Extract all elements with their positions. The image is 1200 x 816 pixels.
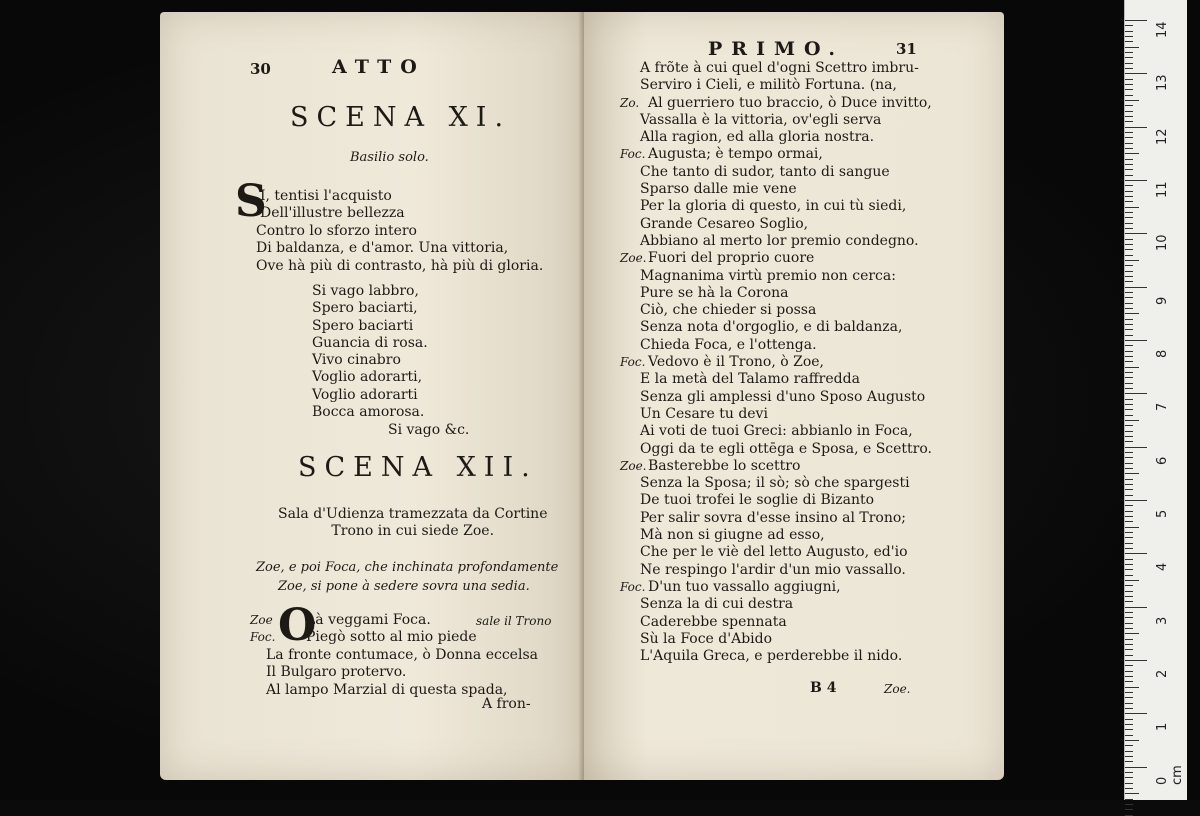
ruler-tick xyxy=(1125,393,1147,394)
verse-line xyxy=(620,371,990,388)
verse-line xyxy=(620,458,990,475)
line-text: D'un tuo vassallo aggiugni, xyxy=(648,578,841,595)
ruler-tick xyxy=(1125,63,1133,64)
verse-line xyxy=(620,112,990,129)
verse-line xyxy=(620,406,990,423)
ruler-tick xyxy=(1125,276,1133,277)
line-text: Augusta; è tempo ormai, xyxy=(648,146,823,163)
right-catchword: Zoe. xyxy=(884,682,911,696)
line-text: Al guerriero tuo braccio, ò Duce invitto, xyxy=(648,94,932,111)
line-text: Basterebbe lo scettro xyxy=(648,457,801,474)
aria-line: Vivo cinabro xyxy=(312,352,401,369)
aria-line: Spero baciarti, xyxy=(312,300,418,317)
line-text: Serviro i Cieli, e militò Fortuna. (na, xyxy=(640,77,897,94)
speaker-label: Foc. xyxy=(620,355,646,370)
ruler-tick xyxy=(1125,809,1133,810)
ruler-tick xyxy=(1125,191,1133,192)
speaker-label: Zoe. xyxy=(620,251,647,266)
scene-xi-dropcap: S xyxy=(235,176,267,227)
right-page xyxy=(584,12,1004,780)
verse-line xyxy=(620,285,990,302)
aria-line: Guancia di rosa. xyxy=(312,334,428,351)
scene-xii-setting xyxy=(278,506,547,541)
ruler-tick xyxy=(1125,729,1133,730)
line-text: Alla ragion, ed alla gloria nostra. xyxy=(640,129,875,146)
ruler-tick xyxy=(1125,633,1139,634)
ruler-tick xyxy=(1125,249,1133,250)
verse-line: Là veggami Foca. xyxy=(306,612,431,628)
scene-xii-speakers xyxy=(250,612,275,646)
right-running-head: PRIMO. xyxy=(708,38,845,60)
line-text: E la metà del Talamo raffredda xyxy=(640,371,860,388)
line-text: Magnanima virtù premio non cerca: xyxy=(640,267,896,284)
scene-xii-lines xyxy=(266,647,538,699)
ruler-label: 9 xyxy=(1155,296,1170,305)
verse-line: Al lampo Marzial di questa spada, xyxy=(266,681,508,698)
ruler-tick xyxy=(1125,169,1133,170)
scene-xii-lines-first xyxy=(306,612,477,647)
scene-xi-direction: Basilio solo. xyxy=(350,150,429,165)
ruler-tick xyxy=(1125,767,1147,768)
ruler-tick xyxy=(1125,31,1133,32)
ruler-tick xyxy=(1125,383,1133,384)
ruler-tick xyxy=(1125,692,1133,693)
ruler-label: 0 cm xyxy=(1155,764,1185,785)
ruler-tick xyxy=(1125,527,1139,528)
verse-line xyxy=(620,423,990,440)
ruler-tick xyxy=(1125,20,1147,21)
ruler-tick xyxy=(1125,713,1147,714)
verse-line xyxy=(620,562,990,579)
ruler-tick xyxy=(1125,532,1133,533)
left-page xyxy=(160,12,584,780)
verse-line xyxy=(620,60,990,77)
ruler-tick xyxy=(1125,612,1133,613)
ruler-tick xyxy=(1125,409,1133,410)
ruler-tick xyxy=(1125,719,1133,720)
ruler-tick xyxy=(1125,329,1133,330)
ruler-tick xyxy=(1125,319,1133,320)
ruler-label: 2 xyxy=(1155,669,1170,678)
ruler-tick xyxy=(1125,297,1133,298)
ruler-label: 10 xyxy=(1155,234,1170,252)
verse-line xyxy=(620,354,990,371)
line-text: Sù la Foce d'Abido xyxy=(640,630,773,647)
verse-line xyxy=(620,250,990,267)
ruler-tick xyxy=(1125,511,1133,512)
ruler-tick xyxy=(1125,79,1133,80)
line-text: L'Aquila Greca, e perderebbe il nido. xyxy=(640,648,903,665)
aria-line: Spero baciarti xyxy=(312,317,414,334)
ruler-tick xyxy=(1125,473,1139,474)
ruler-tick xyxy=(1125,233,1147,234)
ruler-tick xyxy=(1125,745,1133,746)
verse-line xyxy=(620,579,990,596)
verse-line xyxy=(620,233,990,250)
scale-ruler xyxy=(1124,0,1187,800)
ruler-tick xyxy=(1125,601,1133,602)
ruler-tick xyxy=(1125,361,1133,362)
verse-line xyxy=(620,181,990,198)
ruler-tick xyxy=(1125,52,1133,53)
ruler-tick xyxy=(1125,201,1133,202)
ruler-tick xyxy=(1125,132,1133,133)
verse-line xyxy=(620,527,990,544)
ruler-tick xyxy=(1125,591,1133,592)
ruler-tick xyxy=(1125,399,1133,400)
scene-xi-title: SCENA XI. xyxy=(290,102,512,133)
ruler-tick xyxy=(1125,143,1133,144)
ruler-tick xyxy=(1125,596,1133,597)
line-text: Mà non si giugne ad esso, xyxy=(640,527,825,544)
verse-line xyxy=(620,631,990,648)
ruler-tick xyxy=(1125,281,1133,282)
ruler-tick xyxy=(1125,111,1133,112)
ruler-tick xyxy=(1125,324,1133,325)
left-running-head: ATTO xyxy=(332,56,426,78)
aria-line: Si vago labbro, xyxy=(312,283,419,299)
verse-line: Di baldanza, e d'amor. Una vittoria, xyxy=(256,240,509,257)
ruler-tick xyxy=(1125,553,1147,554)
ruler-label: 1 xyxy=(1155,723,1170,732)
ruler-tick xyxy=(1125,313,1139,314)
line-text: De tuoi trofei le soglie di Bizanto xyxy=(640,492,875,509)
verse-line xyxy=(620,475,990,492)
right-page-number: 31 xyxy=(896,40,917,58)
ruler-tick xyxy=(1125,41,1133,42)
verse-line xyxy=(620,146,990,163)
ruler-tick xyxy=(1125,740,1139,741)
ruler-tick xyxy=(1125,196,1133,197)
ruler-tick xyxy=(1125,484,1133,485)
verse-line xyxy=(620,337,990,354)
ruler-tick xyxy=(1125,388,1133,389)
ruler-tick xyxy=(1125,121,1133,122)
verse-line xyxy=(620,302,990,319)
ruler-label: 12 xyxy=(1155,128,1170,145)
ruler-tick xyxy=(1125,100,1139,101)
ruler-tick xyxy=(1125,217,1133,218)
ruler-tick xyxy=(1125,212,1133,213)
verse-line: La fronte contumace, ò Donna eccelsa xyxy=(266,647,538,663)
da-capo: Si vago &c. xyxy=(388,422,470,438)
ruler-tick xyxy=(1125,340,1147,341)
ruler-tick xyxy=(1125,84,1133,85)
ruler-tick xyxy=(1125,185,1133,186)
ruler-tick xyxy=(1125,580,1139,581)
verse-line xyxy=(620,596,990,613)
verse-line xyxy=(620,441,990,458)
ruler-tick xyxy=(1125,644,1133,645)
ruler-tick xyxy=(1125,345,1133,346)
verse-line xyxy=(620,129,990,146)
ruler-tick xyxy=(1125,521,1133,522)
ruler-label: 8 xyxy=(1155,349,1170,358)
ruler-tick xyxy=(1125,287,1147,288)
aria-line: Bocca amorosa. xyxy=(312,404,425,421)
ruler-tick xyxy=(1125,164,1133,165)
line-text: Ciò, che chieder si possa xyxy=(640,302,817,319)
speaker-label: Zoe. xyxy=(620,458,647,473)
ruler-tick xyxy=(1125,489,1133,490)
ruler-tick xyxy=(1125,548,1133,549)
ruler-label: 11 xyxy=(1155,181,1170,198)
ruler-tick xyxy=(1125,239,1133,240)
line-text: Sparso dalle mie vene xyxy=(640,181,797,198)
ruler-tick xyxy=(1125,175,1133,176)
line-text: Fuori del proprio cuore xyxy=(648,250,815,267)
ruler-tick xyxy=(1125,244,1133,245)
ruler-tick xyxy=(1125,804,1133,805)
ruler-tick xyxy=(1125,543,1133,544)
verse-line xyxy=(620,544,990,561)
line-text: Vedovo è il Trono, ò Zoe, xyxy=(648,354,825,371)
ruler-tick xyxy=(1125,564,1133,565)
line-text: Senza la Sposa; il sò; sò che spargesti xyxy=(640,475,910,492)
speaker-label: Foc. xyxy=(250,630,276,644)
line-text: Ai voti de tuoi Greci: abbianlo in Foca, xyxy=(640,423,913,440)
verse-line: Il Bulgaro protervo. xyxy=(266,664,407,681)
direction-line: Zoe, e poi Foca, che inchinata profondamente xyxy=(256,560,559,575)
verse-line: I, tentisi l'acquisto xyxy=(260,188,392,204)
ruler-tick xyxy=(1125,441,1133,442)
ruler-tick xyxy=(1125,447,1147,448)
line-text: Ne respingo l'ardir d'un mio vassallo. xyxy=(640,561,906,578)
verse-line xyxy=(620,95,990,112)
ruler-tick xyxy=(1125,265,1133,266)
ruler-tick xyxy=(1125,559,1133,560)
ruler-tick xyxy=(1125,676,1133,677)
verse-line xyxy=(620,389,990,406)
verse-line xyxy=(620,492,990,509)
ruler-tick xyxy=(1125,681,1133,682)
ruler-tick xyxy=(1125,292,1133,293)
ruler-tick xyxy=(1125,783,1133,784)
verse-line xyxy=(620,268,990,285)
ruler-label: 7 xyxy=(1155,403,1170,412)
line-text: Che tanto di sudor, tanto di sangue xyxy=(640,163,890,180)
ruler-tick xyxy=(1125,420,1139,421)
ruler-tick xyxy=(1125,148,1133,149)
line-text: Senza gli amplessi d'uno Sposo Augusto xyxy=(640,388,926,405)
ruler-tick xyxy=(1125,415,1133,416)
ruler-tick xyxy=(1125,335,1133,336)
line-text: Pure se hà la Corona xyxy=(640,284,789,301)
ruler-tick xyxy=(1125,708,1133,709)
ruler-tick xyxy=(1125,735,1133,736)
ruler-tick xyxy=(1125,516,1133,517)
ruler-tick xyxy=(1125,569,1133,570)
ruler-tick xyxy=(1125,697,1133,698)
line-text: A frõte à cui quel d'ogni Scettro imbru- xyxy=(640,60,919,76)
ruler-tick xyxy=(1125,356,1133,357)
ruler-tick xyxy=(1125,207,1139,208)
ruler-tick xyxy=(1125,271,1133,272)
ruler-tick xyxy=(1125,36,1133,37)
ruler-tick xyxy=(1125,180,1147,181)
ruler-tick xyxy=(1125,772,1133,773)
verse-line xyxy=(620,510,990,527)
ruler-tick xyxy=(1125,116,1133,117)
ruler-tick xyxy=(1125,756,1133,757)
verse-line: Ove hà più di contrasto, hà più di gloria. xyxy=(256,257,544,274)
direction-line: Zoe, si pone à sedere sovra una sedia. xyxy=(278,579,530,594)
ruler-tick xyxy=(1125,537,1133,538)
ruler-tick xyxy=(1125,137,1133,138)
ruler-tick xyxy=(1125,463,1133,464)
ruler-tick xyxy=(1125,159,1133,160)
ruler-label: 6 xyxy=(1155,456,1170,465)
ruler-tick xyxy=(1125,505,1133,506)
ruler-tick xyxy=(1125,425,1133,426)
ruler-tick xyxy=(1125,255,1133,256)
line-text: Abbiano al merto lor premio condegno. xyxy=(640,232,919,249)
left-catchword: A fron- xyxy=(482,696,531,712)
ruler-tick xyxy=(1125,127,1147,128)
speaker-label: Foc. xyxy=(620,147,646,162)
ruler-label: 4 xyxy=(1155,563,1170,572)
ruler-tick xyxy=(1125,377,1133,378)
ruler-tick xyxy=(1125,788,1133,789)
scene-xii-direction xyxy=(256,558,558,596)
ruler-tick xyxy=(1125,260,1139,261)
verse-line xyxy=(620,77,990,94)
line-text: Chieda Foca, e l'ottenga. xyxy=(640,336,817,353)
ruler-label: 14 xyxy=(1155,21,1170,38)
verse-line xyxy=(620,614,990,631)
line-text: Per salir sovra d'esse insino al Trono; xyxy=(640,509,907,526)
signature-mark: B 4 xyxy=(810,680,837,696)
ruler-label: 13 xyxy=(1155,74,1170,92)
speaker-label: Foc. xyxy=(620,579,646,594)
aria-line: Voglio adorarti, xyxy=(312,369,423,386)
ruler-tick xyxy=(1125,89,1133,90)
ruler-tick xyxy=(1125,452,1133,453)
ruler-tick xyxy=(1125,585,1133,586)
verse-line xyxy=(620,648,990,665)
line-text: Senza nota d'orgoglio, e di baldanza, xyxy=(640,319,903,336)
ruler-tick xyxy=(1125,671,1133,672)
ruler-tick xyxy=(1125,500,1147,501)
ruler-tick xyxy=(1125,431,1133,432)
verse-line xyxy=(620,198,990,215)
verse-line: Piegò sotto al mio piede xyxy=(306,629,477,646)
ruler-tick xyxy=(1125,703,1133,704)
ruler-tick xyxy=(1125,228,1133,229)
ruler-tick xyxy=(1125,479,1133,480)
line-text: Per la gloria di questo, in cui tù siedi, xyxy=(640,198,907,215)
speaker-label: Zo. xyxy=(620,95,640,110)
left-page-number: 30 xyxy=(250,60,271,78)
setting-line: Sala d'Udienza tramezzata da Cortine xyxy=(278,506,548,522)
verse-line xyxy=(620,164,990,181)
ruler-tick xyxy=(1125,649,1133,650)
ruler-tick xyxy=(1125,660,1147,661)
ruler-tick xyxy=(1125,68,1133,69)
ruler-tick xyxy=(1125,308,1133,309)
right-page-text xyxy=(620,60,990,665)
ruler-tick xyxy=(1125,655,1133,656)
ruler-tick xyxy=(1125,687,1139,688)
verse-line: Dell'illustre bellezza xyxy=(260,205,405,222)
ruler-tick xyxy=(1125,404,1133,405)
ruler-tick xyxy=(1125,73,1147,74)
ruler-label: 3 xyxy=(1155,616,1170,625)
ruler-tick xyxy=(1125,575,1133,576)
ruler-tick xyxy=(1125,351,1133,352)
verse-line: Contro lo sforzo intero xyxy=(256,223,417,239)
line-text: Caderebbe spennata xyxy=(640,613,787,630)
ruler-tick xyxy=(1125,639,1133,640)
line-text: Vassalla è la vittoria, ov'egli serva xyxy=(640,111,882,128)
scene-xi-lines-cont xyxy=(256,223,543,275)
ruler-tick xyxy=(1125,623,1133,624)
ruler-tick xyxy=(1125,57,1133,58)
line-text: Un Cesare tu devi xyxy=(640,405,768,422)
scene-xi-aria xyxy=(312,283,428,421)
ruler-tick xyxy=(1125,372,1133,373)
ruler-tick xyxy=(1125,468,1133,469)
scene-xii-title: SCENA XII. xyxy=(298,452,538,483)
ruler-tick xyxy=(1125,457,1133,458)
ruler-tick xyxy=(1125,665,1133,666)
setting-line: Trono in cui siede Zoe. xyxy=(331,523,495,540)
ruler-tick xyxy=(1125,95,1133,96)
ruler-tick xyxy=(1125,153,1139,154)
open-book xyxy=(160,12,1010,780)
stage-note: sale il Trono xyxy=(476,614,552,628)
ruler-tick xyxy=(1125,105,1133,106)
ruler-tick xyxy=(1125,25,1133,26)
aria-line: Voglio adorarti xyxy=(312,386,418,403)
line-text: Grande Cesareo Soglio, xyxy=(640,215,809,232)
ruler-tick xyxy=(1125,724,1133,725)
speaker-label: Zoe xyxy=(250,613,273,627)
scene-xi-lines xyxy=(260,188,405,223)
scene-xii-dropcap: O xyxy=(278,600,317,651)
line-text: Oggi da te egli ottēga e Sposa, e Scettro. xyxy=(640,440,933,457)
ruler-tick xyxy=(1125,367,1139,368)
ruler-tick xyxy=(1125,47,1139,48)
ruler-tick xyxy=(1125,436,1133,437)
verse-line xyxy=(620,319,990,336)
ruler-tick xyxy=(1125,303,1133,304)
line-text: Che per le viè del letto Augusto, ed'io xyxy=(640,544,908,561)
ruler-tick xyxy=(1125,777,1133,778)
ruler-tick xyxy=(1125,617,1133,618)
ruler-tick xyxy=(1125,607,1147,608)
ruler-tick xyxy=(1125,751,1133,752)
ruler-tick xyxy=(1125,793,1139,794)
verse-line xyxy=(620,216,990,233)
ruler-tick xyxy=(1125,628,1133,629)
line-text: Senza la di cui destra xyxy=(640,596,794,613)
ruler-label: 5 xyxy=(1155,509,1170,518)
ruler-tick xyxy=(1125,495,1133,496)
ruler-tick xyxy=(1125,761,1133,762)
ruler-tick xyxy=(1125,223,1133,224)
